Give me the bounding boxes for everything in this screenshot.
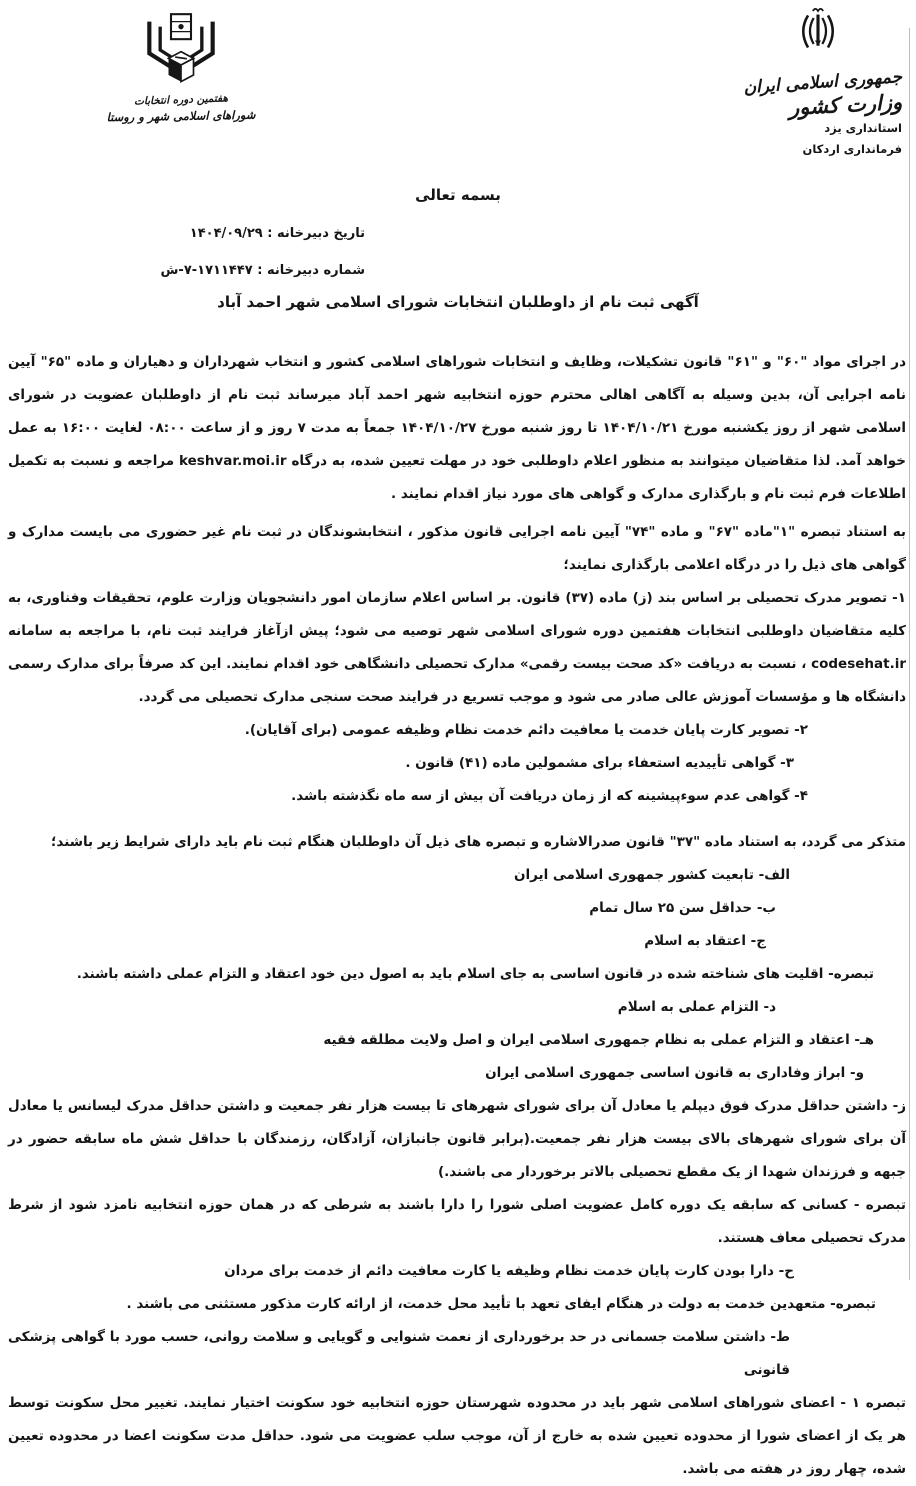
gov-province-office: استانداری یزد (824, 121, 902, 135)
doc-item-3: ۳- گواهی تأییدیه استعفاء برای مشمولین ماده (۴۱) قانون . (405, 755, 794, 771)
secretariat-date: تاریخ دبیرخانه : ۱۴۰۴/۰۹/۲۹ (189, 226, 365, 241)
secretariat-block (160, 215, 365, 289)
condition-h: ح- دارا بودن کارت پایان خدمت نظام وظیفه یا کارت معافیت دائم از خدمت برای مردان (224, 1263, 794, 1279)
besmellah-text: بسمه تعالی (415, 186, 501, 204)
condition-c: ج- اعتقاد به اسلام (644, 933, 766, 949)
condition-e: هـ- اعتقاد و التزام عملی به نظام جمهوری اسلامی ایران و اصل ولایت مطلقه فقیه (323, 1032, 874, 1048)
document-body (8, 346, 906, 1486)
condition-g: ز- داشتن حداقل مدرک فوق دیپلم یا معادل آن برای شورای شهرهای تا بیست هزار نفر جمعیت و داشتن حداقل مدرک لیسانس یا معادل آن برای شورای شهرهای بالای بیست هزار نفر جمعیت.(برابر قانون جانبازان، آزادگان، رزمندگان با حداقل شش ماه سابقه حضور در جبهه و فرزندان شهدا از یک مقطع تحصیلی بالاتر برخوردار می باشند.) (8, 1098, 906, 1180)
election-logo-caption-1: هفتمین دوره انتخابات (133, 92, 229, 108)
doc-item-1: ۱- تصویر مدرک تحصیلی بر اساس بند (ز) ماده (۳۷) قانون. بر اساس اعلام سازمان امور دانشجویان وزارت علوم، تحقیقات وفناوری، به کلیه متقاضیان داوطلبی انتخابات هفتمین دوره شورای اسلامی شهر توصیه می شود؛ پیش ازآغاز فرایند ثبت نام، با مراجعه به سامانه codesehat.ir ، نسبت به دریافت «کد صحت بیست رقمی» مدارک تحصیلی دانشگاهی خود اقدام نمایند. این کد صرفاً برای مدارک رسمی دانشگاه ها و مؤسسات آموزش عالی صادر می شود و موجب تسریع در فرایند صحت سنجی مدارک تحصیلی می گردد. (8, 590, 906, 705)
secretariat-number: شماره دبیرخانه : ۱۷۱۱۴۴۷-۷-ش (160, 263, 365, 278)
condition-a: الف- تابعیت کشور جمهوری اسلامی ایران (513, 867, 790, 883)
residency-note: تبصره ۱ - اعضای شوراهای اسلامی شهر باید در محدوده شهرستان حوزه انتخابیه خود سکونت اختیار نمایند. تغییر محل سکونت توسط هر یک از اعضای شورا از محدوده تعیین شده به خارج از آن، موجب سلب عضویت می شود. حداقل مدت سکونت اعضا در محدوده تعیین شده، چهار روز در هفته می باشد. (8, 1395, 906, 1477)
condition-i: ط- داشتن سلامت جسمانی در حد برخورداری از نعمت شنوایی و گویایی و سلامت روانی، حسب مورد با گواهی پزشکی قانونی (8, 1329, 790, 1378)
condition-b: ب- حداقل سن ۲۵ سال تمام (589, 900, 776, 916)
intro-paragraph: در اجرای مواد "۶۰" و "۶۱" قانون تشکیلات، وظایف و انتخابات شوراهای اسلامی کشور و انتخاب شهرداران و دهیاران و ماده "۶۵" آیین نامه اجرایی آن، بدین وسیله به آگاهی اهالی محترم حوزه انتخابیه شهر احمد آباد میرساند ثبت نام از داوطلبان عضویت در شورای اسلامی شهر از روز یکشنبه مورخ ۱۴۰۴/۱۰/۲۱ تا روز شنبه مورخ ۱۴۰۴/۱۰/۲۷ جمعاً به مدت ۷ روز و از ساعت ۰۸:۰۰ لغایت ۱۶:۰۰ به عمل خواهد آمد. لذا متقاضیان میتوانند به منظور اعلام داوطلبی خود در مهلت تعیین شده، به درگاه keshvar.moi.ir مراجعه و نسبت به تکمیل اطلاعات فرم ثبت نام و بارگذاری مدارک و گواهی های مورد نیاز اقدام نمایند . (8, 354, 906, 502)
gov-ministry-title: وزارت کشور (788, 90, 903, 120)
emblem-wrap (724, 2, 902, 64)
condition-h-note: تبصره- متعهدین خدمت به دولت در هنگام ایفای تعهد با تأیید محل خدمت، از ارائه کارت مذکور مستثنی می باشند . (126, 1296, 876, 1312)
scan-edge-line (909, 28, 910, 1280)
page-title: آگهی ثبت نام از داوطلبان انتخابات شورای اسلامی شهر احمد آباد (217, 293, 699, 311)
conditions-intro-paragraph: متذکر می گردد، به استناد ماده "۳۷" قانون صدرالاشاره و تبصره های ذیل آن داوطلبان هنگام ثبت نام باید دارای شرایط زیر باشند؛ (51, 834, 906, 850)
iran-emblem-icon (792, 2, 844, 60)
election-logo-caption-2: شوراهای اسلامی شهر و روستا (106, 107, 256, 125)
gov-republic-title: جمهوری اسلامی ایران (742, 67, 903, 99)
ballot-box-logo-icon (129, 10, 233, 90)
condition-g-note: تبصره - کسانی که سابقه یک دوره کامل عضویت اصلی شورا را دارا باشند به شرطی که در همان حوزه انتخابیه نامزد شود از شرط مدرک تحصیلی معاف هستند. (8, 1197, 906, 1246)
doc-item-4: ۴- گواهی عدم سوءپیشینه که از زمان دریافت آن بیش از سه ماه نگذشته باشد. (291, 788, 808, 804)
gov-county-office: فرمانداری اردکان (802, 142, 902, 156)
condition-c-note: تبصره- اقلیت های شناخته شده در قانون اساسی به جای اسلام باید به اصول دین خود اعتقاد و التزام عملی داشته باشند. (76, 966, 874, 982)
election-letterhead (86, 10, 276, 125)
docs-intro-paragraph: به استناد تبصره "۱"ماده "۶۷" و ماده "۷۴" آیین نامه اجرایی قانون مذکور ، انتخابشوندگان در ثبت نام غیر حضوری می بایست مدارک و گواهی های ذیل را در درگاه اعلامی بارگذاری نمایند؛ (8, 524, 907, 573)
government-letterhead (724, 2, 902, 158)
condition-d: د- التزام عملی به اسلام (617, 999, 776, 1015)
condition-f: و- ابراز وفاداری به قانون اساسی جمهوری اسلامی ایران (485, 1065, 864, 1081)
doc-item-2: ۲- تصویر کارت پایان خدمت یا معافیت دائم خدمت نظام وظیفه عمومی (برای آقایان). (244, 722, 808, 738)
